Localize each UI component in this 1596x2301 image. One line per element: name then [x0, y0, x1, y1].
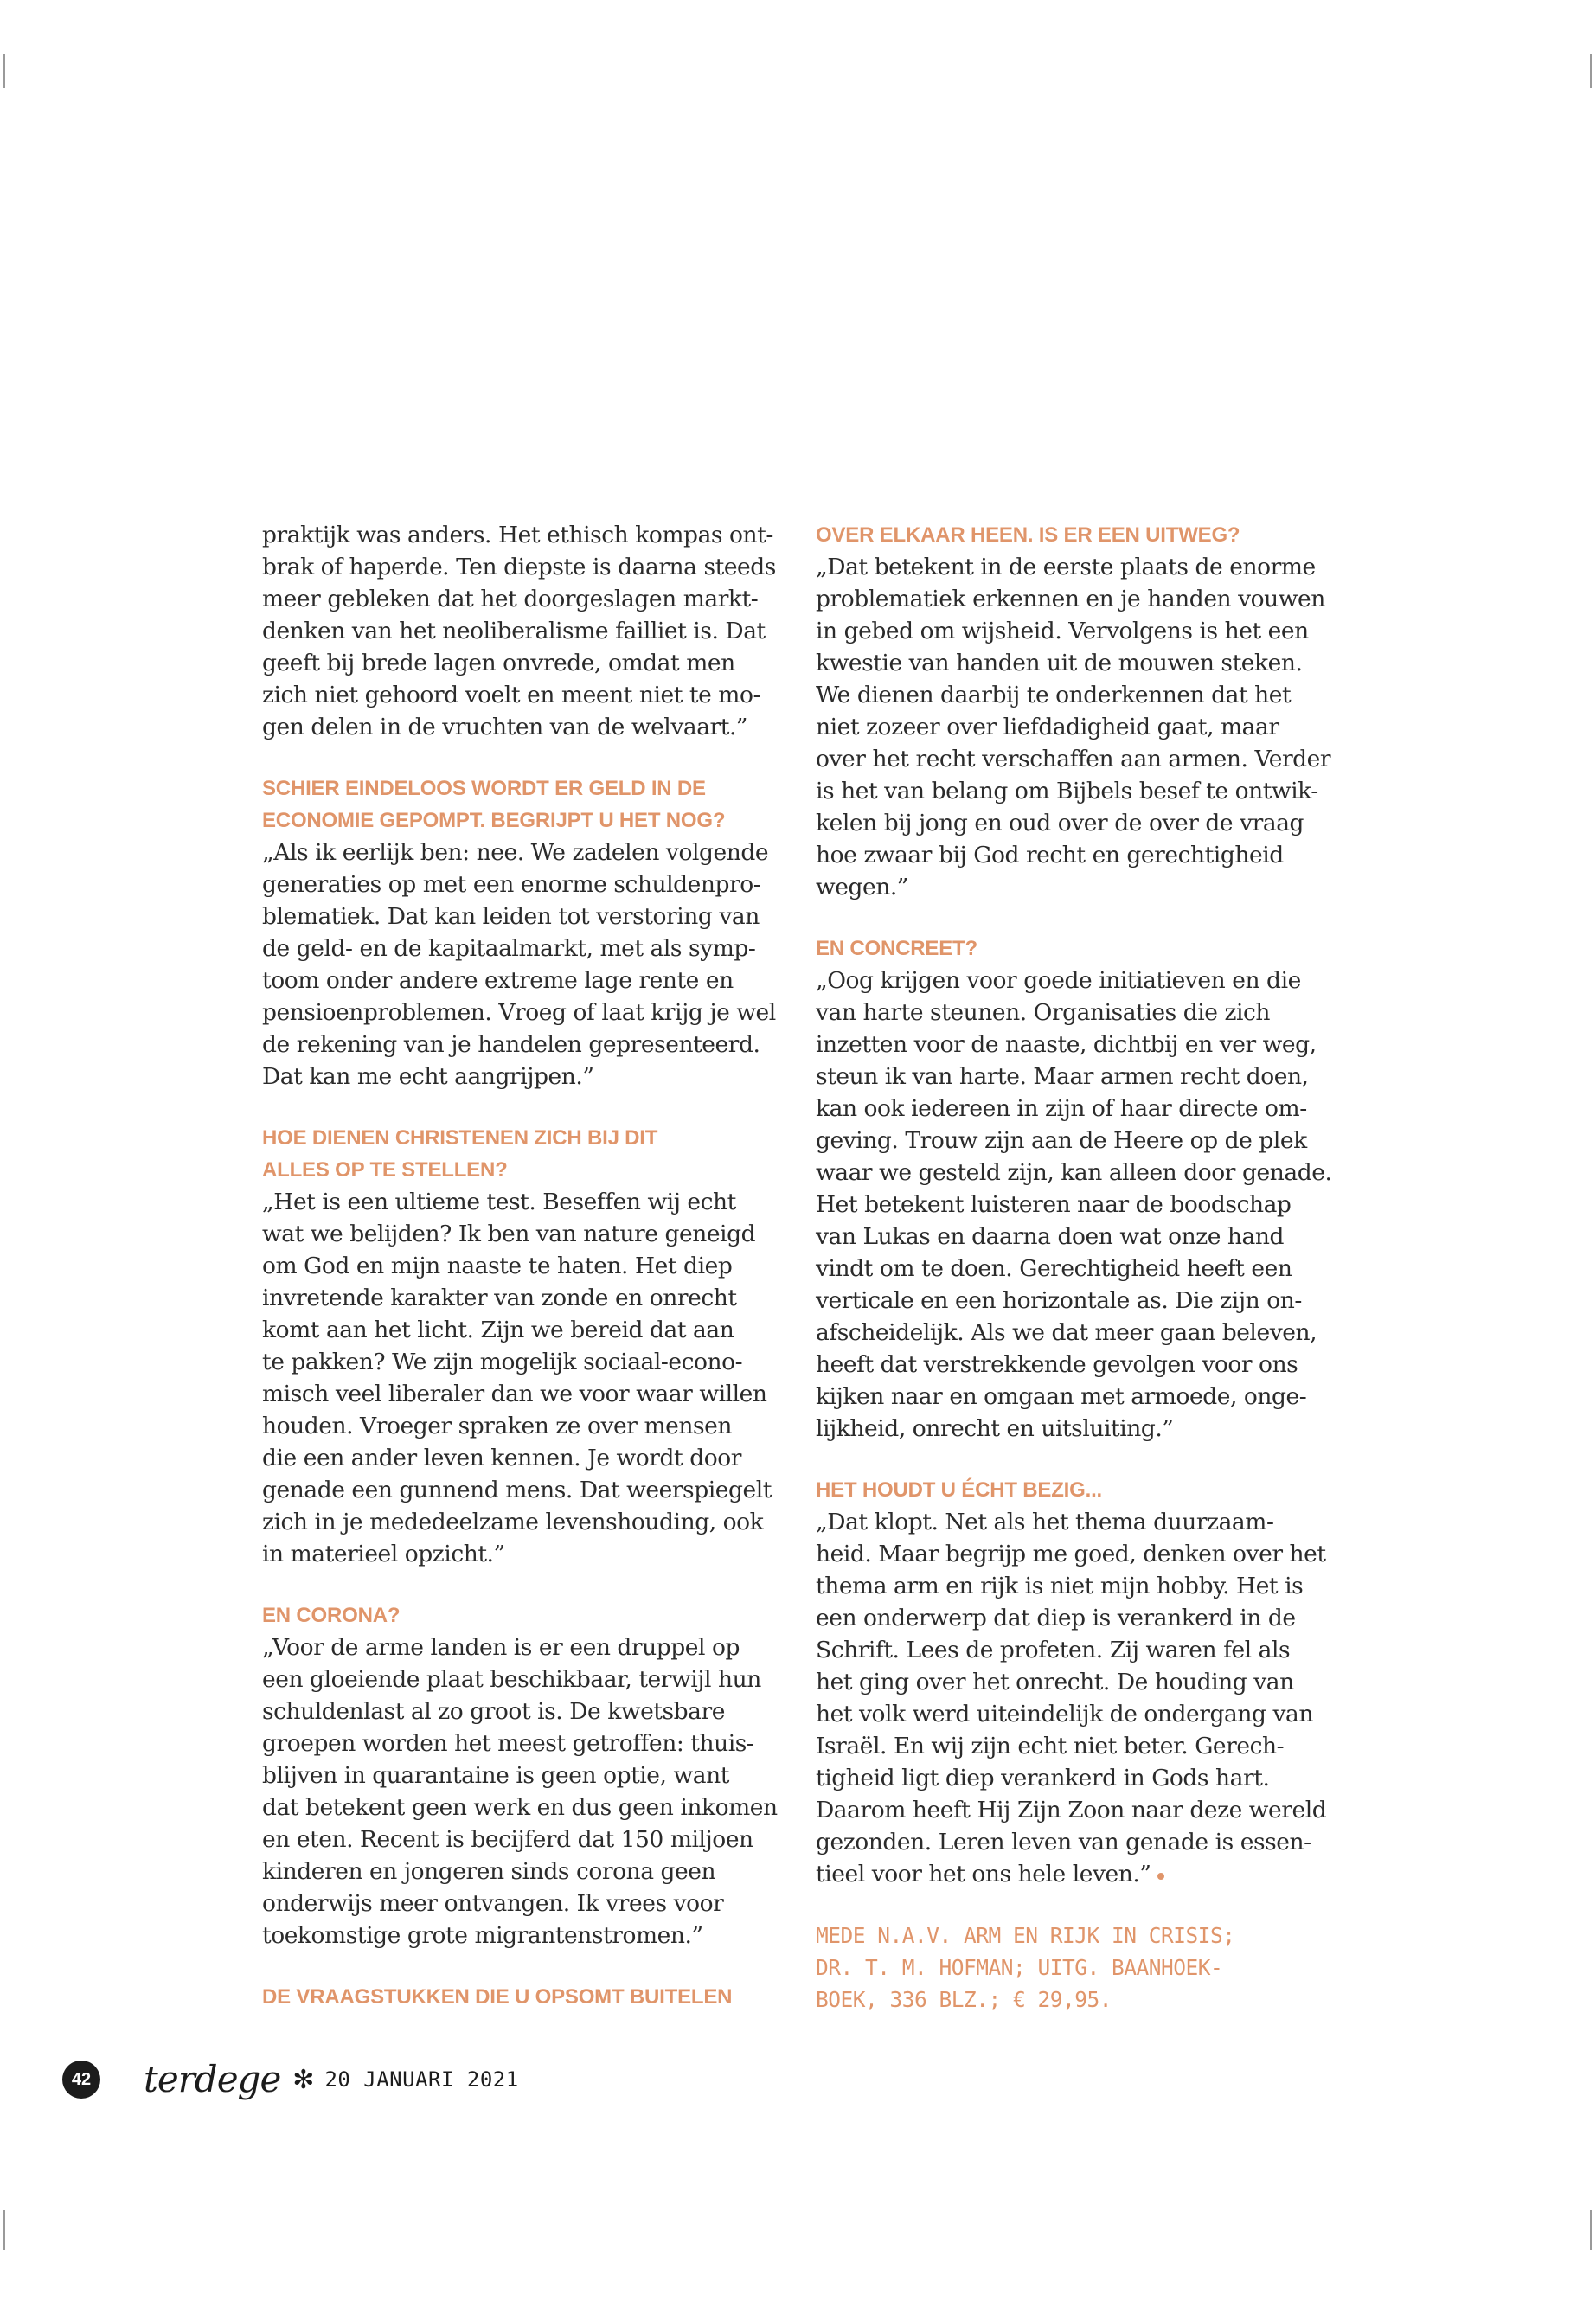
- answer-paragraph-final: [816, 1506, 1335, 1890]
- interview-question: DE VRAAGSTUKKEN DIE U OPSOMT BUITELEN: [262, 1985, 733, 2009]
- page-number-badge: 42: [62, 2061, 100, 2099]
- crop-mark-bottom-right: [1590, 2210, 1592, 2250]
- interview-question: HET HOUDT U ÉCHT BEZIG...: [816, 1478, 1103, 1502]
- interview-question: HOE DIENEN CHRISTENEN ZICH BIJ DIT ALLES OP TE STELLEN?: [262, 1126, 658, 1182]
- final-paragraph-text: „Dat klopt. Net als het thema duurzaam- heid. Maar begrijp me goed, denken over het thema arm en rijk is niet mijn hobby. Het is een onderwerp dat diep is verankerd in de Schrift. Lees de profeten. Zij waren fel als het ging over het onrecht. De houding van het volk werd uiteindelijk de ondergang van Israël. En wij zijn echt niet beter. Gerech- tigheid ligt diep verankerd in Gods hart. Daarom heeft Hij Zijn Zoon naar deze wereld gezonden. Leren leven van genade is essen- tieel voor het ons hele leven.”: [816, 1509, 1327, 1888]
- asterisk-icon: ✻: [292, 2064, 315, 2095]
- magazine-logo: terdege: [144, 2058, 281, 2100]
- interview-question: EN CORONA?: [262, 1604, 401, 1627]
- crop-mark-bottom-left: [3, 2210, 5, 2250]
- crop-mark-top-left: [3, 54, 5, 88]
- answer-paragraph: praktijk was anders. Het ethisch kompas ont- brak of haperde. Ten diepste is daarna steeds meer gebleken dat het doorgeslagen markt- denken van het neoliberalisme failliet is. Dat geeft bij brede lagen onvrede, omdat men zich niet gehoord voelt en meent niet te mo- gen delen in de vruchten van de welvaart.”: [262, 522, 776, 740]
- interview-question: OVER ELKAAR HEEN. IS ER EEN UITWEG?: [816, 523, 1240, 547]
- answer-paragraph: „Oog krijgen voor goede initiatieven en die van harte steunen. Organisaties die zich inzetten voor de naaste, dichtbij en ver weg, steun ik van harte. Maar armen recht doen, kan ook iedereen in zijn of haar directe om- geving. Trouw zijn aan de Heere op de plek waar we gesteld zijn, kan alleen door genade. Het betekent luisteren naar de boodschap van Lukas en daarna doen wat onze hand vindt om te doen. Gerechtigheid heeft een verticale en een horizontale as. Die zijn on- afscheidelijk. Als we dat meer gaan beleven, heeft dat verstrekkende gevolgen voor ons kijken naar en omgaan met armoede, onge- lijkheid, onrecht en uitsluiting.”: [816, 967, 1332, 1442]
- interview-question: SCHIER EINDELOOS WORDT ER GELD IN DE ECONOMIE GEPOMPT. BEGRIJPT U HET NOG?: [262, 777, 726, 832]
- answer-paragraph: „Dat betekent in de eerste plaats de enorme problematiek erkennen en je handen vouwen in gebed om wijsheid. Vervolgens is het een kwestie van handen uit de mouwen steken. We dienen daarbij te onderkennen dat het niet zozeer over liefdadigheid gaat, maar over het recht verschaffen aan armen. Verder is het van belang om Bijbels besef te ontwik- kelen bij jong en oud over de over de vraag hoe zwaar bij God recht en gerechtigheid wegen.”: [816, 554, 1331, 901]
- issue-date: 20 JANUARI 2021: [324, 2067, 519, 2092]
- answer-paragraph: „Het is een ultieme test. Beseffen wij echt wat we belijden? Ik ben van nature geneigd om God en mijn naaste te haten. Het diep invretende karakter van zonde en onrecht komt aan het licht. Zijn we bereid dat aan te pakken? We zijn mogelijk sociaal-econo- misch veel liberaler dan we voor waar willen houden. Vroeger spraken ze over mensen die een ander leven kennen. Je wordt door genade een gunnend mens. Dat weerspiegelt zich in je mededeelzame levenshouding, ook in materieel opzicht.”: [262, 1189, 772, 1567]
- answer-paragraph: „Als ik eerlijk ben: nee. We zadelen volgende generaties op met een enorme schuldenpro- blematiek. Dat kan leiden tot verstoring van de geld- en de kapitaalmarkt, met als symp- toom onder andere extreme lage rente en pensioenproblemen. Vroeg of laat krijg je wel de rekening van je handelen gepresenteerd. Dat kan me echt aangrijpen.”: [262, 839, 776, 1090]
- article-column-left: [262, 519, 781, 2013]
- page-footer: [62, 2059, 519, 2100]
- interview-question: EN CONCREET?: [816, 937, 977, 960]
- crop-mark-top-right: [1590, 54, 1592, 88]
- article-column-right: [816, 519, 1335, 2016]
- answer-paragraph: „Voor de arme landen is er een druppel op een gloeiende plaat beschikbaar, terwijl hun schuldenlast al zo groot is. De kwetsbare groepen worden het meest getroffen: thuis- blijven in quarantaine is geen optie, want dat betekent geen werk en dus geen inkomen en eten. Recent is becijferd dat 150 miljoen kinderen en jongeren sinds corona geen onderwijs meer ontvangen. Ik vrees voor toekomstige grote migrantenstromen.”: [262, 1634, 778, 1949]
- end-of-article-dot: [1157, 1873, 1164, 1880]
- book-source-note: MEDE N.A.V. ARM EN RIJK IN CRISIS; DR. T. M. HOFMAN; UITG. BAANHOEK- BOEK, 336 BLZ.; € 29,95.: [816, 1923, 1235, 2012]
